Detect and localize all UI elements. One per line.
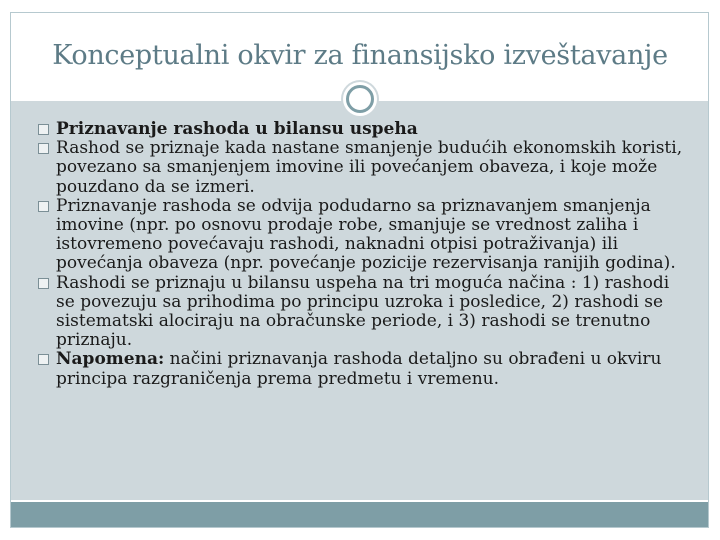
bullet-heading: Priznavanje rashoda u bilansu uspeha xyxy=(56,119,418,139)
bullet-text: Rashodi se priznaju u bilansu uspeha na tri moguća načina : 1) rashodi se povezuju sa prihodima po principu uzroka i posledice, 2) rashodi se sistematski alociraju na obračunske periode, i 3) rashodi se trenutno priznaju. xyxy=(56,272,670,351)
bullet-item xyxy=(38,274,688,351)
bullet-list xyxy=(38,120,688,389)
note-text: načini priznavanja rashoda detaljno su obrađeni u okviru principa razgraničenja prema predmetu i vremenu. xyxy=(56,349,662,389)
square-bullet-icon xyxy=(38,143,49,154)
slide-title: Konceptualni okvir za finansijsko izveštavanje xyxy=(52,40,668,71)
square-bullet-icon xyxy=(38,354,49,365)
note-label: Napomena: xyxy=(56,349,165,370)
square-bullet-icon xyxy=(38,124,49,135)
bullet-text: Priznavanje rashoda se odvija podudarno sa priznavanjem smanjenja imovine (npr. po osnovu prodaje robe, smanjuje se vrednost zaliha i istovremeno povećavaju rashodi, naknadni otpisi potraživanja) ili povećanja obaveza (npr. povećanje pozicije rezervisanja ranijih godina). xyxy=(56,195,676,274)
bullet-item xyxy=(38,139,688,197)
bullet-item xyxy=(38,197,688,274)
bullet-item xyxy=(38,350,688,388)
footer-band xyxy=(11,502,708,527)
square-bullet-icon xyxy=(38,201,49,212)
bullet-item xyxy=(38,120,688,139)
circle-ornament-inner-icon xyxy=(346,85,374,113)
bullet-text: Rashod se priznaje kada nastane smanjenje budućih ekonomskih koristi, povezano sa smanjenjem imovine ili povećanjem obaveza, i koje može pouzdano da se izmeri. xyxy=(56,138,683,197)
square-bullet-icon xyxy=(38,278,49,289)
